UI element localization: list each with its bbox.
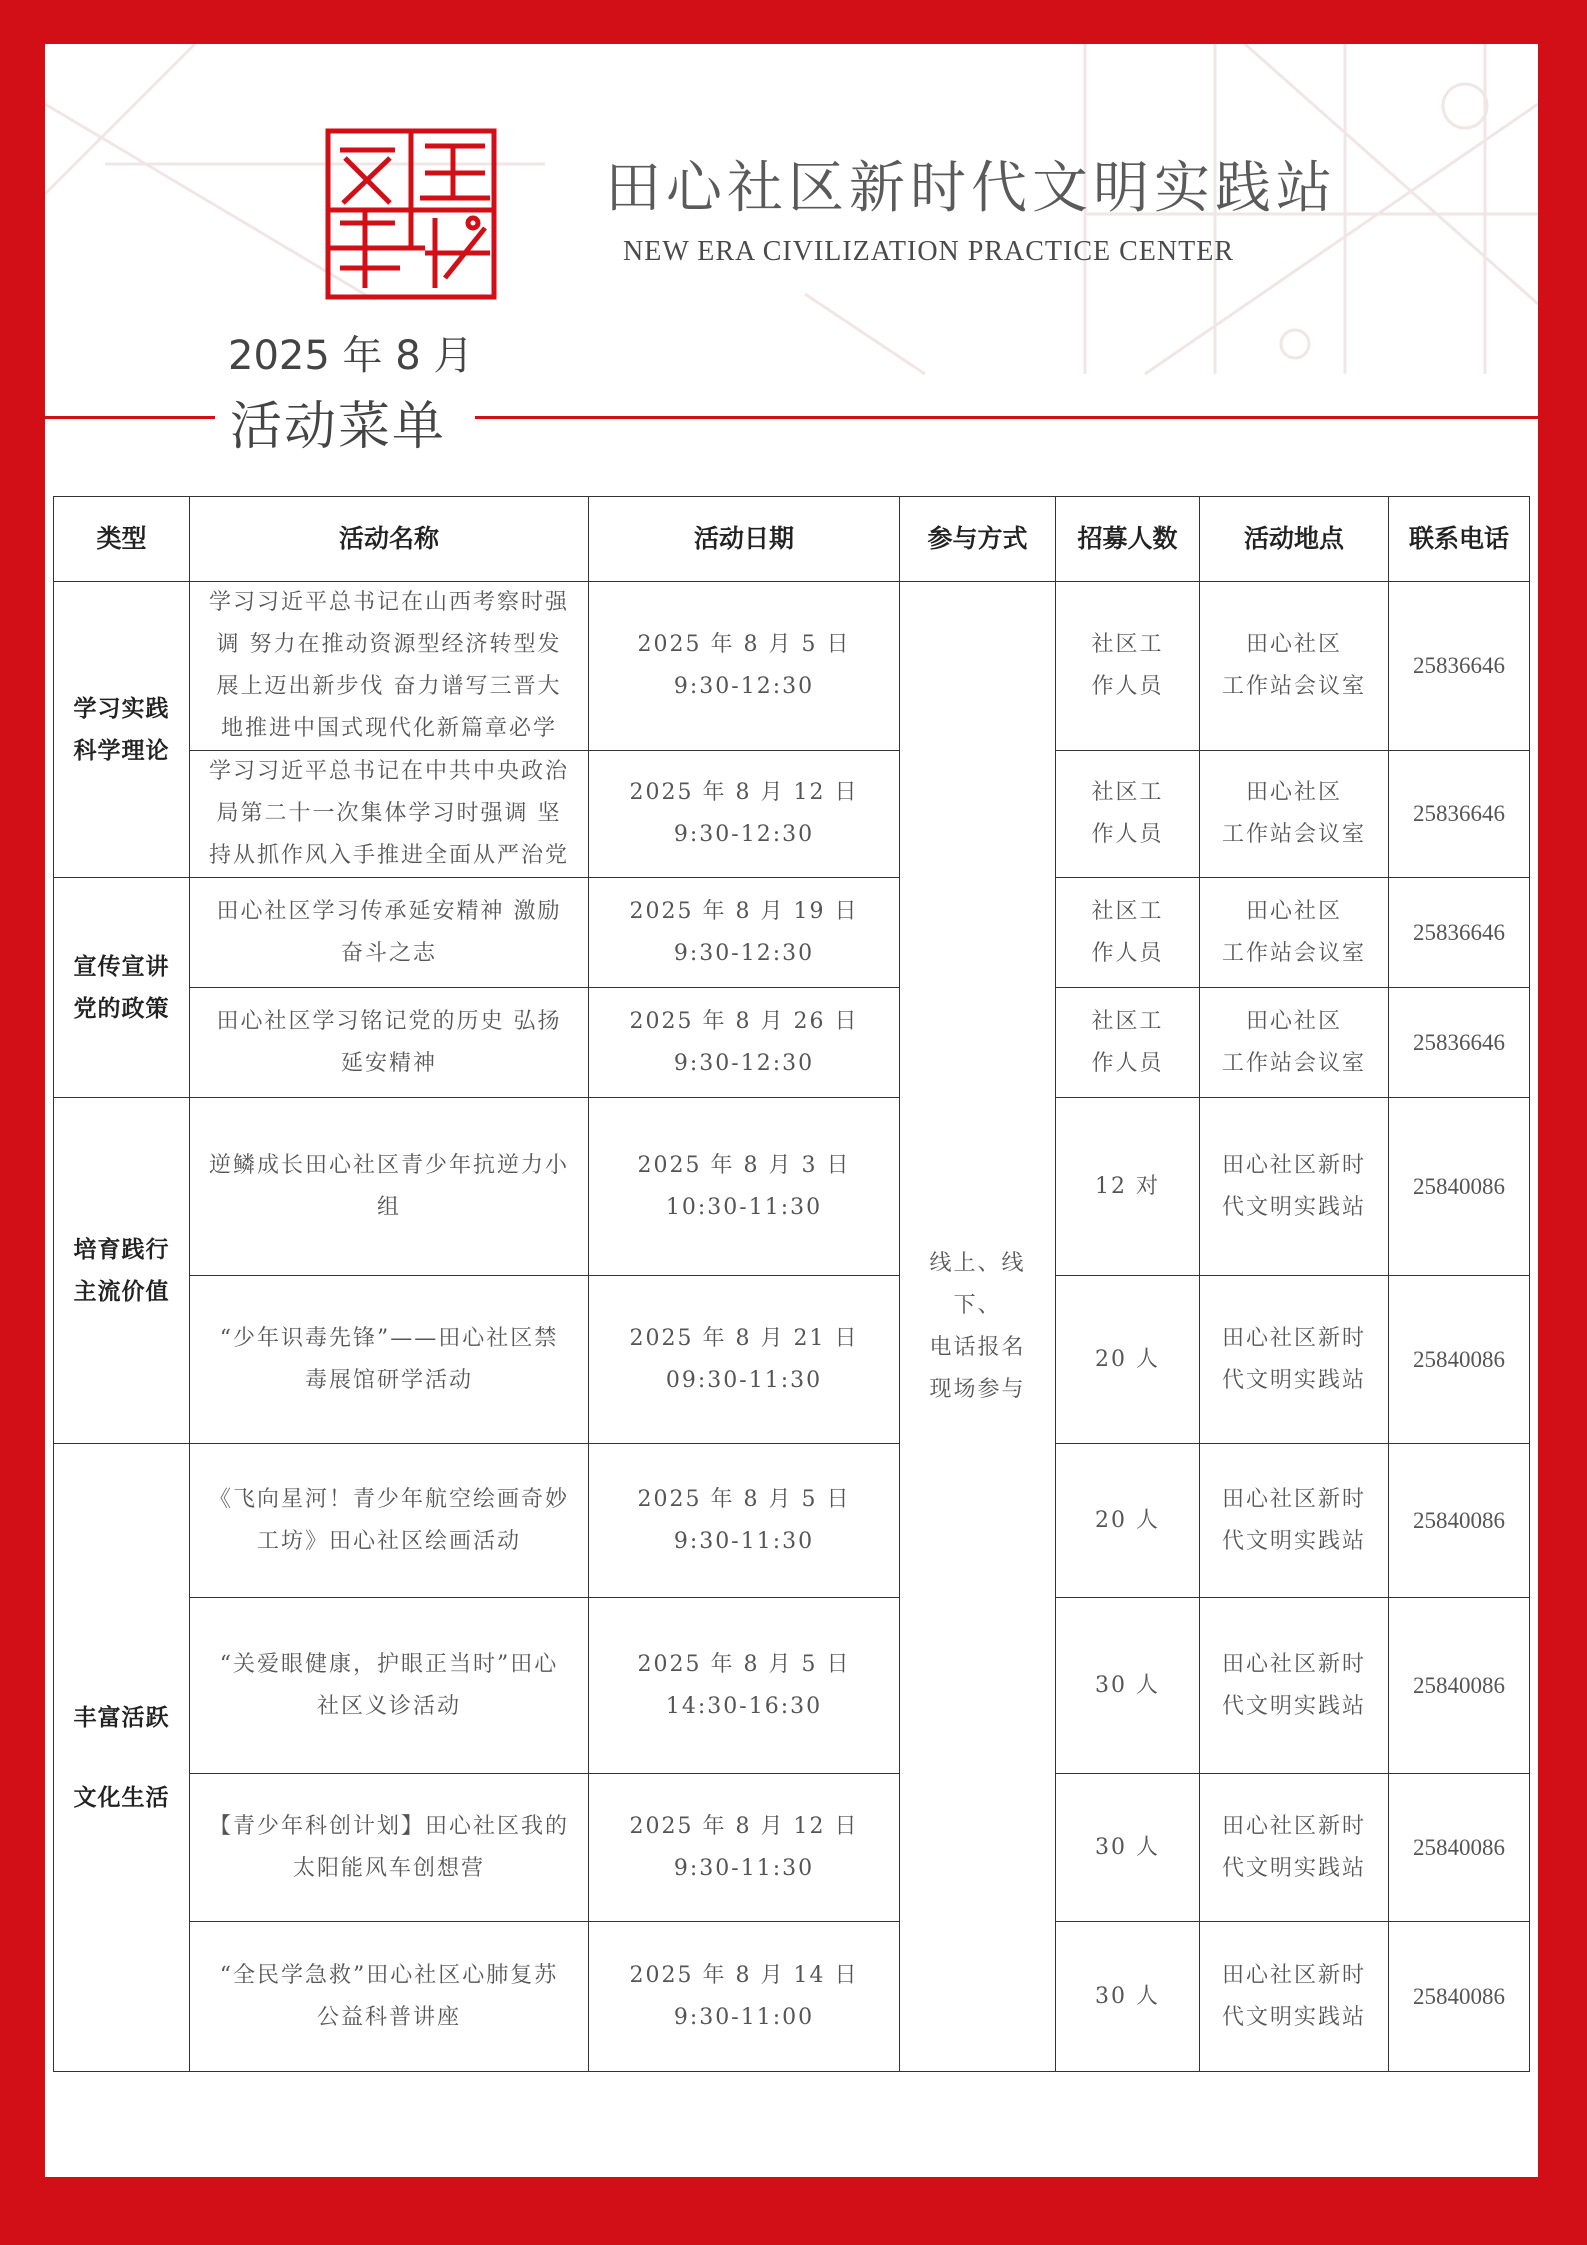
recruit-count: 20 人 bbox=[1056, 1276, 1200, 1444]
center-title-english: NEW ERA CIVILIZATION PRACTICE CENTER bbox=[623, 236, 1234, 267]
activity-name: 《飞向星河！青少年航空绘画奇妙工坊》田心社区绘画活动 bbox=[190, 1444, 589, 1598]
activity-time: 9:30-12:30 bbox=[673, 1050, 815, 1076]
activity-location bbox=[1200, 878, 1389, 988]
location-line: 代文明实践站 bbox=[1221, 2004, 1366, 2030]
recruit-count: 30 人 bbox=[1056, 1598, 1200, 1774]
page-frame bbox=[45, 44, 1538, 2177]
column-header: 联系电话 bbox=[1389, 497, 1530, 582]
activity-date: 2025 年 8 月 12 日 bbox=[629, 1813, 859, 1839]
activity-date: 2025 年 8 月 26 日 bbox=[629, 1008, 859, 1034]
contact-phone: 25840086 bbox=[1389, 1598, 1530, 1774]
activity-date: 2025 年 8 月 21 日 bbox=[629, 1325, 859, 1351]
location-line: 田心社区 bbox=[1245, 780, 1342, 805]
contact-phone: 25840086 bbox=[1389, 1098, 1530, 1276]
activity-time: 14:30-16:30 bbox=[665, 1693, 823, 1719]
activity-date-cell bbox=[589, 582, 900, 751]
activity-name: 【青少年科创计划】田心社区我的太阳能风车创想营 bbox=[190, 1774, 589, 1922]
location-line: 工作站会议室 bbox=[1221, 940, 1366, 966]
category-line: 科学理论 bbox=[73, 737, 170, 764]
location-line: 田心社区新时 bbox=[1221, 1325, 1366, 1351]
category-cell bbox=[54, 878, 190, 1098]
activity-time: 9:30-11:00 bbox=[673, 2004, 815, 2030]
table-row bbox=[54, 1098, 1530, 1276]
activity-location bbox=[1200, 1774, 1389, 1922]
activity-name: “关爱眼健康，护眼正当时”田心社区义诊活动 bbox=[190, 1598, 589, 1774]
table-row bbox=[54, 988, 1530, 1098]
location-line: 田心社区 bbox=[1245, 898, 1342, 924]
table-header-row bbox=[54, 497, 1530, 582]
participation-cell bbox=[900, 582, 1056, 2072]
activity-name: “少年识毒先锋”——田心社区禁毒展馆研学活动 bbox=[190, 1276, 589, 1444]
activity-date-cell bbox=[589, 1444, 900, 1598]
activity-name: 田心社区学习铭记党的历史 弘扬延安精神 bbox=[190, 988, 589, 1098]
table-row bbox=[54, 878, 1530, 988]
activity-date: 2025 年 8 月 19 日 bbox=[629, 898, 859, 924]
activity-name: 田心社区学习传承延安精神 激励奋斗之志 bbox=[190, 878, 589, 988]
activity-date-cell bbox=[589, 1598, 900, 1774]
category-cell bbox=[54, 1444, 190, 2072]
column-header: 活动名称 bbox=[190, 497, 589, 582]
activity-name: 学习习近平总书记在中共中央政治局第二十一次集体学习时强调 坚持从抓作风入手推进全面从严治党 bbox=[190, 751, 589, 878]
column-header: 活动地点 bbox=[1200, 497, 1389, 582]
activity-time: 10:30-11:30 bbox=[665, 1194, 823, 1220]
activity-time: 9:30-11:30 bbox=[673, 1855, 815, 1881]
table-row bbox=[54, 1444, 1530, 1598]
contact-phone: 25840086 bbox=[1389, 1774, 1530, 1922]
category-line: 培育践行 bbox=[73, 1236, 170, 1263]
activity-date: 2025 年 8 月 5 日 bbox=[637, 1651, 851, 1677]
recruit-count: 社区工作人员 bbox=[1056, 751, 1200, 878]
activity-location bbox=[1200, 1098, 1389, 1276]
recruit-count: 12 对 bbox=[1056, 1098, 1200, 1276]
civilization-logo-seal bbox=[325, 128, 497, 300]
activity-table bbox=[53, 496, 1530, 2072]
activity-location bbox=[1200, 1598, 1389, 1774]
location-line: 工作站会议室 bbox=[1221, 822, 1366, 847]
recruit-count: 社区工作人员 bbox=[1056, 878, 1200, 988]
category-cell bbox=[54, 1098, 190, 1444]
activity-time: 9:30-11:30 bbox=[673, 1528, 815, 1554]
location-line: 代文明实践站 bbox=[1221, 1693, 1366, 1719]
recruit-count: 20 人 bbox=[1056, 1444, 1200, 1598]
activity-time: 09:30-11:30 bbox=[665, 1367, 823, 1393]
category-cell bbox=[54, 582, 190, 878]
column-header: 类型 bbox=[54, 497, 190, 582]
category-line: 学习实践 bbox=[73, 695, 170, 722]
activity-location bbox=[1200, 582, 1389, 751]
activity-location bbox=[1200, 1922, 1389, 2072]
location-line: 田心社区新时 bbox=[1221, 1486, 1366, 1512]
activity-location bbox=[1200, 988, 1389, 1098]
location-line: 田心社区 bbox=[1245, 1008, 1342, 1034]
location-line: 田心社区新时 bbox=[1221, 1152, 1366, 1178]
recruit-count: 30 人 bbox=[1056, 1922, 1200, 2072]
activity-date-cell bbox=[589, 1922, 900, 2072]
location-line: 田心社区新时 bbox=[1221, 1651, 1366, 1677]
category-line: 文化生活 bbox=[73, 1784, 170, 1811]
activity-location bbox=[1200, 1276, 1389, 1444]
table-row bbox=[54, 1774, 1530, 1922]
participation-line: 现场参与 bbox=[929, 1376, 1026, 1402]
activity-location bbox=[1200, 751, 1389, 878]
activity-date: 2025 年 8 月 14 日 bbox=[629, 1962, 859, 1988]
location-line: 田心社区新时 bbox=[1221, 1962, 1366, 1988]
location-line: 田心社区新时 bbox=[1221, 1813, 1366, 1839]
activity-time: 9:30-12:30 bbox=[673, 674, 815, 699]
activity-date-cell bbox=[589, 1774, 900, 1922]
activity-location bbox=[1200, 1444, 1389, 1598]
center-title-chinese: 田心社区新时代文明实践站 bbox=[605, 156, 1337, 221]
activity-name: 逆鳞成长田心社区青少年抗逆力小组 bbox=[190, 1098, 589, 1276]
month-label: 2025 年 8 月 bbox=[228, 333, 474, 379]
table-row bbox=[54, 1922, 1530, 2072]
category-line: 主流价值 bbox=[73, 1278, 170, 1305]
contact-phone: 25836646 bbox=[1389, 751, 1530, 878]
activity-date-cell bbox=[589, 1276, 900, 1444]
participation-line: 电话报名 bbox=[929, 1334, 1026, 1360]
menu-title: 活动菜单 bbox=[230, 397, 447, 457]
category-line: 丰富活跃 bbox=[73, 1704, 170, 1731]
activity-name: “全民学急救”田心社区心肺复苏公益科普讲座 bbox=[190, 1922, 589, 2072]
location-line: 工作站会议室 bbox=[1221, 1050, 1366, 1076]
table-row bbox=[54, 582, 1530, 751]
activity-table-body bbox=[54, 582, 1530, 2072]
category-line: 宣传宣讲 bbox=[73, 953, 170, 980]
contact-phone: 25840086 bbox=[1389, 1922, 1530, 2072]
activity-date-cell bbox=[589, 878, 900, 988]
table-row bbox=[54, 751, 1530, 878]
participation-line: 线上、线下、 bbox=[929, 1250, 1026, 1318]
activity-date: 2025 年 8 月 12 日 bbox=[629, 780, 859, 805]
activity-date: 2025 年 8 月 3 日 bbox=[637, 1152, 851, 1178]
table-row bbox=[54, 1598, 1530, 1774]
recruit-count: 30 人 bbox=[1056, 1774, 1200, 1922]
activity-date: 2025 年 8 月 5 日 bbox=[637, 1486, 851, 1512]
column-header: 招募人数 bbox=[1056, 497, 1200, 582]
activity-time: 9:30-12:30 bbox=[673, 940, 815, 966]
table-row bbox=[54, 1276, 1530, 1444]
location-line: 田心社区 bbox=[1245, 632, 1342, 657]
activity-date-cell bbox=[589, 1098, 900, 1276]
activity-time: 9:30-12:30 bbox=[673, 822, 815, 847]
location-line: 代文明实践站 bbox=[1221, 1194, 1366, 1220]
activity-name: 学习习近平总书记在山西考察时强调 努力在推动资源型经济转型发展上迈出新步伐 奋力谱写三晋大地推进中国式现代化新篇章必学 bbox=[190, 582, 589, 751]
location-line: 工作站会议室 bbox=[1221, 674, 1366, 699]
contact-phone: 25836646 bbox=[1389, 988, 1530, 1098]
location-line: 代文明实践站 bbox=[1221, 1528, 1366, 1554]
column-header: 活动日期 bbox=[589, 497, 900, 582]
column-header: 参与方式 bbox=[900, 497, 1056, 582]
activity-date-cell bbox=[589, 988, 900, 1098]
recruit-count: 社区工作人员 bbox=[1056, 988, 1200, 1098]
activity-date: 2025 年 8 月 5 日 bbox=[637, 632, 851, 657]
contact-phone: 25836646 bbox=[1389, 582, 1530, 751]
activity-date-cell bbox=[589, 751, 900, 878]
contact-phone: 25836646 bbox=[1389, 878, 1530, 988]
contact-phone: 25840086 bbox=[1389, 1276, 1530, 1444]
category-line: 党的政策 bbox=[73, 995, 170, 1022]
recruit-count: 社区工作人员 bbox=[1056, 582, 1200, 751]
contact-phone: 25840086 bbox=[1389, 1444, 1530, 1598]
location-line: 代文明实践站 bbox=[1221, 1855, 1366, 1881]
location-line: 代文明实践站 bbox=[1221, 1367, 1366, 1393]
